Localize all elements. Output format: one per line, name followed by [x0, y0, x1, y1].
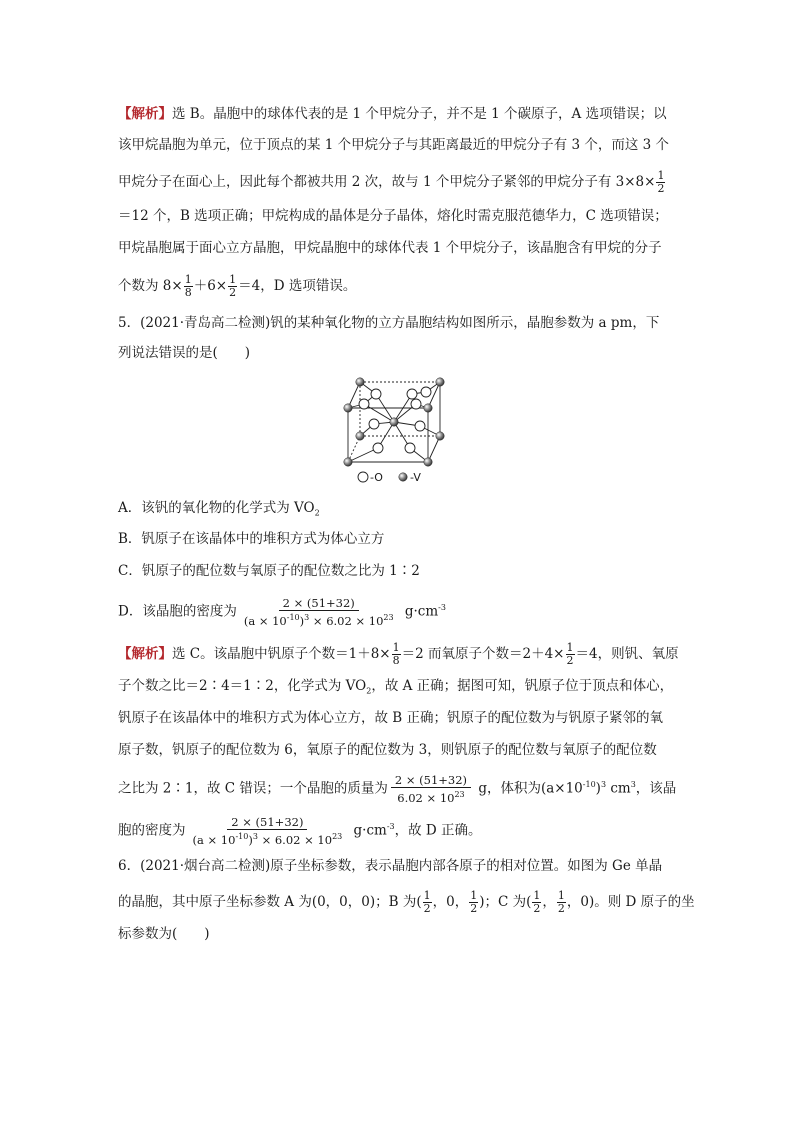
v-atom: [424, 404, 432, 412]
fraction-one-eighth: $\frac{1}{8}$: [184, 273, 192, 299]
legend-o-swatch: [358, 472, 368, 482]
q6-stem-line3: 标参数为( ): [118, 926, 210, 942]
fraction-one-half: $\frac{1}{2}$: [423, 889, 431, 915]
density-formula: $\frac{2 \times (51+32)}{(a \times 10^{-10})^3 \times 6.02 \times 10^{23}}$: [243, 596, 394, 628]
o-atom: [421, 387, 431, 397]
legend-v-swatch: [399, 473, 407, 481]
legend: [358, 471, 421, 484]
q6-stem-line2: 的晶胞，其中原子坐标参数 A 为(0，0，0)；B 为( $\frac{1}{2}$ ，0， $\frac{1}{2}$ )；C 为( $\frac{1}{2}$ ， $\frac{1}{2}$ ，0)。则 D 原子的坐: [118, 889, 695, 915]
q5-option-a: A．该钒的氧化物的化学式为 $VO_2$: [118, 500, 320, 518]
legend-o-label: -O: [370, 471, 383, 484]
v-atom: [356, 378, 364, 386]
fraction-one-half: $\frac{1}{2}$: [557, 889, 565, 915]
v-atom: [436, 432, 444, 440]
legend-v-label: -V: [410, 471, 421, 484]
density-formula: $\frac{2 \times (51+32)}{(a \times 10^{-10})^3 \times 6.02 \times 10^{23}}$: [192, 815, 343, 847]
vo2-unit-cell-figure: [340, 370, 450, 486]
q5-option-d: D．该晶胞的密度为 $\frac{2 \times (51+32)}{(a \times 10^{-10})^3 \times 6.02 \times 10^{23}}$ $g\cdot cm^{-3}$: [118, 596, 446, 628]
v-atom: [344, 458, 352, 466]
analysis1-line2: 该甲烷晶胞为单元，位于顶点的某 1 个甲烷分子与其距离最近的甲烷分子有 3 个，而这 3 个: [118, 137, 670, 153]
analysis1-line4: ＝12 个，B 选项正确；甲烷构成的晶体是分子晶体，熔化时需克服范德华力，C 选项错误；: [118, 208, 668, 224]
o-atom: [405, 443, 415, 453]
v-atom: [390, 418, 398, 426]
q6-stem-line1: 6．(2021·烟台高二检测)原子坐标参数，表示晶胞内部各原子的相对位置。如图为 Ge 单晶: [118, 858, 663, 874]
q5-stem-line2: 列说法错误的是( ): [118, 345, 251, 361]
o-atom: [373, 443, 383, 453]
q5-option-b: B．钒原子在该晶体中的堆积方式为体心立方: [118, 531, 385, 547]
analysis1-line6: 个数为 8× $\frac{1}{8}$ ＋6× $\frac{1}{2}$ ＝4，D 选项错误。: [118, 273, 357, 299]
o-atom: [359, 399, 369, 409]
o-atom: [411, 399, 421, 409]
analysis2-line5: 之比为 2∶1，故 C 错误；一个晶胞的质量为 $\frac{2 \times (51+32)}{6.02 \times 10^{23}}$ g，体积为$(a\times 10^{-10})^3$ $cm^3$，该晶: [118, 773, 677, 805]
fraction-one-half: $\frac{1}{2}$: [657, 169, 665, 195]
v-atom: [424, 458, 432, 466]
analysis2-line1: 【解析】选 C。该晶胞中钒原子个数＝1＋8× $\frac{1}{8}$ ＝2 而氧原子个数＝2＋4× $\frac{1}{2}$ ＝4，则钒、氧原: [118, 641, 679, 667]
o-atom: [369, 419, 379, 429]
analysis-tag: 【解析】: [118, 646, 172, 662]
fraction-one-eighth: $\frac{1}{8}$: [392, 641, 400, 667]
o-atom: [407, 389, 417, 399]
v-atom: [356, 432, 364, 440]
analysis1-line5: 甲烷晶胞属于面心立方晶胞，甲烷晶胞中的球体代表 1 个甲烷分子，该晶胞含有甲烷的分子: [118, 240, 662, 256]
analysis2-line4: 原子数，钒原子的配位数为 6，氧原子的配位数为 3，则钒原子的配位数与氧原子的配位数: [118, 742, 657, 758]
fraction-one-half: $\frac{1}{2}$: [533, 889, 541, 915]
analysis2-line2: 子个数之比＝2∶4＝1∶2，化学式为 $VO_2$，故 A 正确；据图可知，钒原子位于顶点和体心，: [118, 678, 674, 696]
fraction-one-half: $\frac{1}{2}$: [470, 889, 478, 915]
analysis1-line3: 甲烷分子在面心上，因此每个都被共用 2 次，故与 1 个甲烷分子紧邻的甲烷分子有 3×8× $\frac{1}{2}$: [118, 169, 665, 195]
q5-stem-line1: 5．(2021·青岛高二检测)钒的某种氧化物的立方晶胞结构如图所示，晶胞参数为 a pm，下: [118, 315, 660, 331]
fraction-one-half: $\frac{1}{2}$: [229, 273, 237, 299]
analysis1-line1: 【解析】选 B。晶胞中的球体代表的是 1 个甲烷分子，并不是 1 个碳原子，A 选项错误；以: [118, 106, 667, 122]
q5-option-c: C．钒原子的配位数与氧原子的配位数之比为 1∶2: [118, 563, 420, 579]
analysis2-line3: 钒原子在该晶体中的堆积方式为体心立方，故 B 正确；钒原子的配位数为与钒原子紧邻的氧: [118, 710, 664, 726]
analysis-tag: 【解析】: [118, 106, 172, 122]
fraction-one-half: $\frac{1}{2}$: [566, 641, 574, 667]
v-atom: [344, 404, 352, 412]
o-atom: [415, 421, 425, 431]
v-atom: [436, 378, 444, 386]
o-atom: [371, 389, 381, 399]
analysis2-line6: 胞的密度为 $\frac{2 \times (51+32)}{(a \times 10^{-10})^3 \times 6.02 \times 10^{23}}$ $g\cdot cm^{-3}$，故 D 正确。: [118, 815, 482, 847]
mass-formula: $\frac{2 \times (51+32)}{6.02 \times 10^{23}}$: [391, 773, 471, 805]
